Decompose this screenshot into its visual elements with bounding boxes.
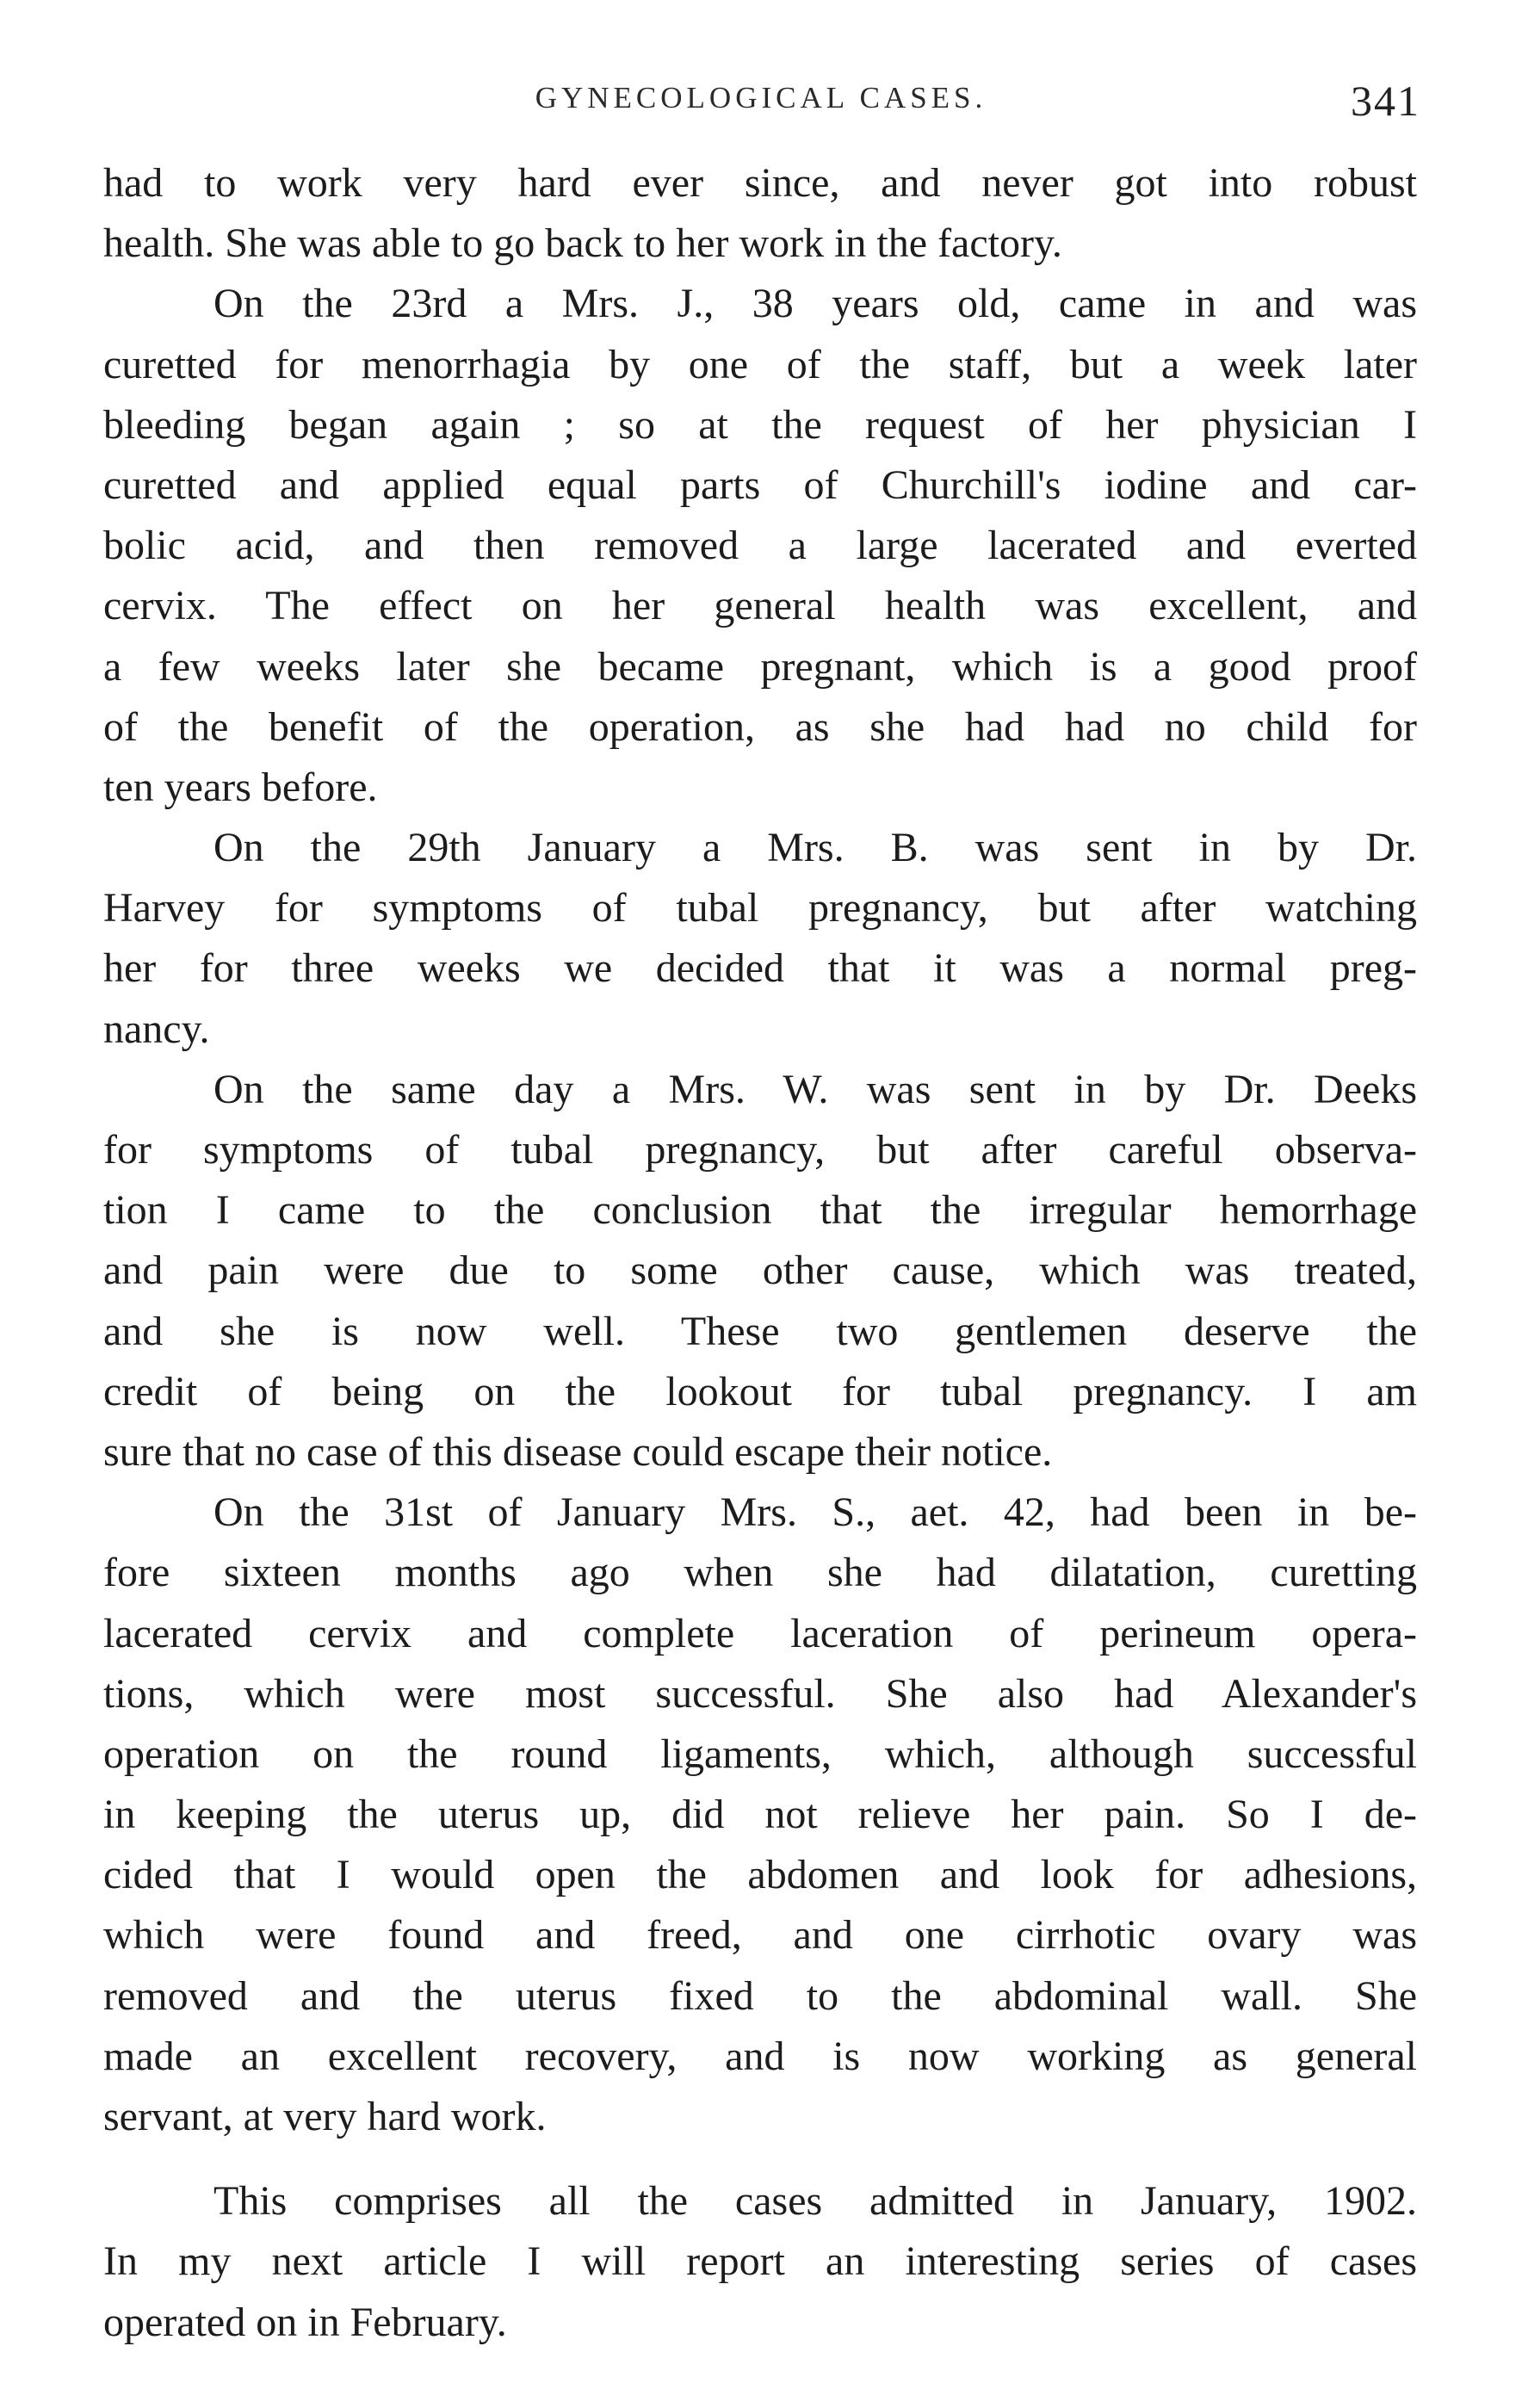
text-line: health. She was able to go back to her work in the factory. <box>103 220 1062 267</box>
body-text <box>103 153 1417 2353</box>
text-line: a few weeks later she became pregnant, which is a good proof <box>103 643 1417 690</box>
text-line: which were found and freed, and one cirrhotic ovary was <box>103 1912 1417 1959</box>
text-line: In my next article I will report an interesting series of cases <box>103 2238 1417 2285</box>
text-line: of the benefit of the operation, as she had had no child for <box>103 703 1417 750</box>
text-line: in keeping the uterus up, did not relieve her pain. So I de- <box>103 1792 1417 1838</box>
text-line: servant, at very hard work. <box>103 2094 547 2139</box>
text-line: ten years before. <box>103 764 378 810</box>
text-line: her for three weeks we decided that it was a normal preg- <box>103 945 1417 992</box>
text-line: On the 29th January a Mrs. B. was sent in by Dr. <box>213 825 1417 871</box>
paragraph-continuation <box>103 153 1417 274</box>
text-line: tions, which were most successful. She also had Alexander's <box>103 1670 1417 1717</box>
running-title: GYNECOLOGICAL CASES. <box>535 81 987 115</box>
text-line: tion I came to the conclusion that the irregular hemorrhage <box>103 1187 1417 1234</box>
paragraph-mrs-w <box>103 1060 1417 1483</box>
text-line: for symptoms of tubal pregnancy, but after careful observa- <box>103 1127 1417 1173</box>
text-line: operation on the round ligaments, which, although successful <box>103 1730 1417 1777</box>
text-line: This comprises all the cases admitted in January, 1902. <box>213 2178 1417 2225</box>
text-line: lacerated cervix and complete laceration of perineum opera- <box>103 1610 1417 1656</box>
text-line: On the 31st of January Mrs. S., aet. 42, had been in be- <box>213 1489 1417 1536</box>
text-line: fore sixteen months ago when she had dilatation, curetting <box>103 1550 1417 1596</box>
text-line: credit of being on the lookout for tubal pregnancy. I am <box>103 1368 1417 1414</box>
text-line: and she is now well. These two gentlemen deserve the <box>103 1308 1417 1354</box>
text-line: cervix. The effect on her general health was excellent, and <box>103 583 1417 629</box>
text-line: had to work very hard ever since, and never got into robust <box>103 160 1417 206</box>
text-line: curetted for menorrhagia by one of the staff, but a week later <box>103 341 1417 387</box>
paragraph-gap <box>103 2147 1417 2171</box>
text-line: cided that I would open the abdomen and look for adhesions, <box>103 1852 1417 1898</box>
text-line: and pain were due to some other cause, which was treated, <box>103 1247 1417 1294</box>
text-line: sure that no case of this disease could escape their notice. <box>103 1428 1053 1475</box>
text-line: nancy. <box>103 1006 210 1052</box>
text-line: removed and the uterus fixed to the abdominal wall. She <box>103 1972 1417 2019</box>
paragraph-summary <box>103 2171 1417 2353</box>
text-line: On the same day a Mrs. W. was sent in by Dr. Deeks <box>213 1066 1417 1112</box>
text-line: made an excellent recovery, and is now working as general <box>103 2033 1417 2079</box>
text-line: bolic acid, and then removed a large lacerated and everted <box>103 523 1417 569</box>
text-line: operated on in February. <box>103 2299 507 2345</box>
text-line: curetted and applied equal parts of Churchill's iodine and car- <box>103 461 1417 508</box>
running-head <box>0 76 1522 127</box>
text-line: bleeding began again ; so at the request of her physician I <box>103 401 1417 448</box>
paragraph-mrs-s <box>103 1483 1417 2147</box>
paragraph-mrs-b <box>103 818 1417 1060</box>
text-line: On the 23rd a Mrs. J., 38 years old, came in and was <box>213 281 1417 327</box>
text-line: Harvey for symptoms of tubal pregnancy, but after watching <box>103 885 1417 932</box>
page-number: 341 <box>1351 77 1420 125</box>
paragraph-mrs-j <box>103 274 1417 818</box>
